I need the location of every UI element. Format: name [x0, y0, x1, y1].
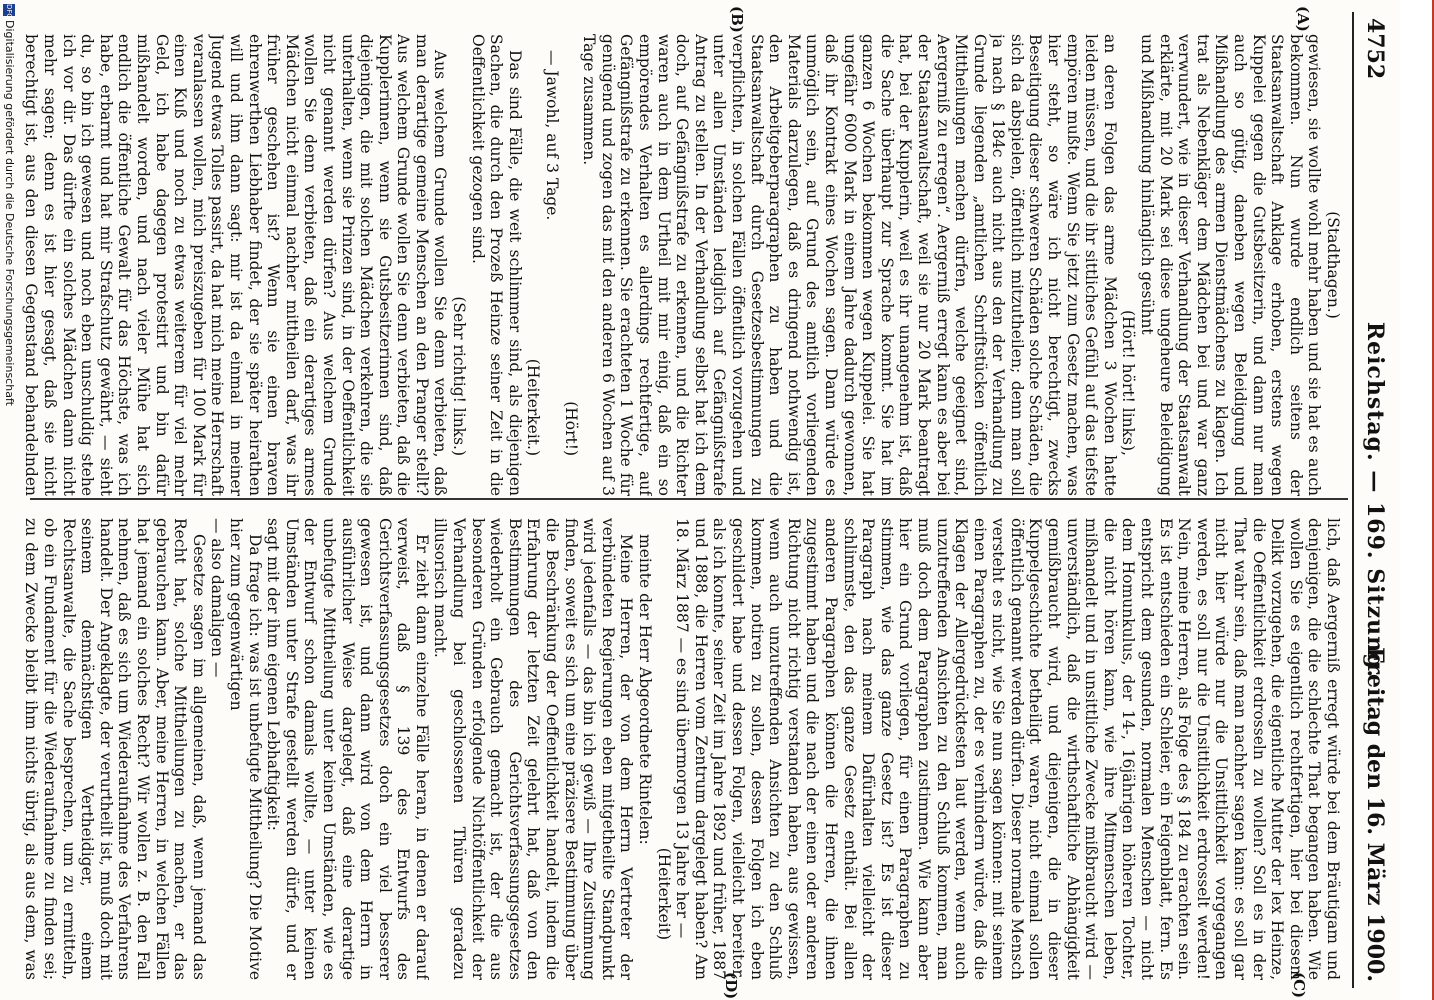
session-title: Reichstag. — 169. Sitzung.: [1362, 321, 1388, 679]
interjection: (Heiterkeit.): [524, 358, 543, 456]
speaker-name: (Stadthagen.): [1324, 211, 1342, 319]
paragraph: Er zieht dann einzelne Fälle heran, in denen er darauf verweist, daß § 139 des Entwurfs des Gerichtsverfassungsgesetzes doch ein viel besserer gewesen ist, und dann wird von dem Herrn in ausführlicher Weise dargelegt, daß eine derartige unbefugte Mittheilung unter keinen Umständen, wie es der Entwurf schon damals wollte, — unter keinen Umständen unter Strafe gestellt werden dürfe, und er sagt mit der ihm eigenen Lebhaftigkeit:: [264, 518, 431, 980]
left-column: [22, 34, 1342, 496]
margin-marker-a: (A): [1294, 6, 1312, 32]
quotation: Da frage ich: was ist unbefugte Mittheilung? Die Motive hier zum gegenwärtigen: [226, 518, 264, 980]
paragraph: — also damaligen —: [208, 518, 227, 678]
header-rule: [1352, 12, 1354, 988]
page-number: 4752: [1362, 18, 1388, 80]
interjection: (Hört!): [561, 401, 580, 456]
margin-marker-d: (D): [722, 972, 740, 1000]
interjection: (Hört! hört! links),: [1119, 309, 1138, 456]
paragraph: Aus welchem Grunde wollen Sie denn verbieten, daß man derartige gemeine Menschen an den Pranger stellt? Aus welchem Grunde wollen Sie denn verbieten, daß die Kupplerinnen, wenn sie Gutsbesitzerinnen sind, daß diejenigen, die mit solchen Mädchen verkehren, die sie unterhalten, wenn sie Prinzen sind, in der Oeffentlichkeit nicht genannt werden dürfen? Aus welchem Grunde wollen Sie denn verbieten, daß ein derartiges armes Mädchen nicht einmal nachher mittheilen darf, was ihr früher geschehen ist? Wenn sie einen braven ehrenwerthen Liebhaber findet, der sie später heirathen will und ihm dann sagt: mir ist da einmal in meiner Jugend etwas Tolles passirt, da hat mich meine Herrschaft veranlassen wollen, mich preiszugeben für 100 Mark für einen Kuß und noch zu etwas weiterem für viel mehr Geld, ich habe dagegen protestirt und bin dafür mißhandelt worden, und nach vieler Mühe hat sich endlich die öffentliche Gewalt für das Höchste, was ich habe, erbarmt und hat mir Strafschutz gewährt, — sieht du, so bin ich gewesen und noch eben unschuldig stehe ich vor dir. Das dürfte ein solches Mädchen dann nicht mehr sagen; denn es ist hier gesagt, daß sie nicht berechtigt ist, aus den diesen Gegenstand behandelnden: [22, 34, 450, 496]
paragraph: gewiesen, sie wollte wohl mehr haben und sie hat es auch bekommen. Nun wurde endlich seitens der Staatsanwaltschaft Anklage erhoben, erstens wegen Kuppelei gegen die Gutsbesitzerin, und dann nur man auch so gütig, daneben wegen Beleidigung und Mißhandlung des armen Dienstmädchens zu klagen. Ich trat als Nebenkläger dem Mädchen bei und war ganz verwundert, wie in dieser Verhandlung der Staatsanwalt erklärte, mit 20 Mark sei diese ungeheure Beleidigung und Mißhandlung hinlänglich gesühnt: [1138, 34, 1324, 496]
right-column: [22, 518, 1342, 980]
margin-marker-c: (C): [1290, 972, 1308, 999]
paragraph: meinte der Herr Abgeordnete Rintelen:: [636, 534, 655, 845]
dfg-logo-icon: DFG: [5, 4, 13, 19]
quotation: Meine Herren, der von dem Herrn Vertreter der verbündeten Regierungen eben mitgetheilte Standpunkt wird jedenfalls — das bin ich gewiß — Ihre Zustimmung finden, soweit es sich um eine präzisere Bestimmung über die Beschränkung der Oeffentlichkeit handelt, indem die Erfahrung der letzten Zeit gelehrt hat, daß von den Bestimmungen des Gerichtsverfassungsgesetzes wiederholt ein Gebrauch gemacht ist, der die aus besonderen Gründen erfolgende Nichtöffentlichkeit der Verhandlung bei geschlossenen Thüren geradezu illusorisch macht.: [431, 518, 636, 980]
session-date: Freitag den 16. März 1900.: [1362, 647, 1388, 982]
page-header: [1348, 0, 1388, 1000]
digitization-footer: [0, 0, 16, 1000]
column-divider: [30, 498, 1348, 500]
paragraph: lich, daß Aergerniß erregt würde bei dem Bräutigam und denjenigen, die die schlechte That begangen haben. Wie wollen Sie es eigentlich rechtfertigen, hier bei diesem Delikt vorzugehen, die eigentliche Mutter der lex Heinze, die Oeffentlichkeit erdrosseln zu wollen? Soll es in der That wahr sein, daß man nachher sagen kann: es soll gar nicht hier würde nur die Unsittlichkeit vorgegangen werden, es soll nur die Unsittlichkeit erdrosselt werden! Nein, meine Herren, als Folge des § 184 zu erachten sein. Es ist entschieden ein Schleier, ein Feigenblatt, fern. Es entspricht dem gesunden, normalen Menschen — nicht dem Homunkulus, der 14-, 16jährigen höheren Tochter, die nicht hören kann, wie ihre Mitmenschen leben, mißhandelt und in unsittliche Zwecke mißbraucht wird — unverständlich, daß die wirthschaftliche Abhängigkeit gemißbraucht wird, und diejenigen, die in dieser Kuppelgeschichte betheiligt waren, nicht einmal sollen öffentlich genannt werden dürfen. Dieser normale Mensch versteht es nicht, wie Sie nun sagen können: mit seinem einen Paragraphen zu, der es verhindern würde, daß die Klagen der Allergedrücktesten laut werden, wenn auch unzutreffenden Ansichten zu den Schluß kommen, man muß doch dem Paragraphen zustimmen. Wie kann aber hier ein Grund vorliegen, für einen Paragraphen zu stimmen, wie das ganze Gesetz ist? Es ist dieser Paragraph nach meinem Dafürhalten vielleicht der schlimmste, den das ganze Gesetz enthält. Bei allen anderen Paragraphen können die Herren, die ihnen zugestimmt haben und die nach der einen oder anderen Richtung nicht richtig verstanden haben, aus gewissen, wenn auch unzutreffenden Ansichten zu den Schluß kommen, notiren zu sollen, dessen Folgen ich eben geschildert habe und dessen Folgen, vielleicht bereiter, als ich konnte, seiner Zeit im Jahre 1892 und früher, 1887 und 1888, die Herren vom Zentrum dargelegt haben? Am 18. März 1887 — es sind übermorgen 13 Jahre her —: [673, 518, 1342, 980]
digitization-note: Digitalisierung gefördert durch die Deutsche Forschungsgemeinschaft: [3, 20, 16, 406]
interjection: (Sehr richtig! links.): [450, 296, 469, 456]
paragraph: — Jawohl, auf 3 Tage.: [543, 50, 562, 221]
interjection: (Heiterkeit): [654, 847, 673, 940]
paragraph: Das sind Fälle, die weit schlimmer sind, als diejenigen Sachen, die durch den Prozeß Heinze seiner Zeit in die Oeffentlichkeit gezogen sind.: [468, 34, 524, 496]
margin-marker-b: (B): [728, 6, 746, 33]
quotation: Gesetze sagen im allgemeinen, daß, wenn jemand das Recht hat, solche Mittheilungen zu machen, er das gebrauchen kann. Aber, meine Herren, in welchen Fällen hat jemand ein solches Recht? Wir wollen z. B. den Fall nehmen, daß es sich um Wiederaufnahme des Verfahrens handelt. Der Angeklagte, der verurtheilt ist, muß doch mit seinem demnächstigen Vertheidiger, einem Rechtsanwalte, die Sache besprechen, um zu ermitteln, ob ein Fundament für die Wiederaufnahme zu finden sei; zu dem Zwecke bleibt ihm nichts übrig, als aus dem, was: [22, 518, 208, 980]
paragraph: an deren Folgen das arme Mädchen 3 Wochen hatte leiden müssen, und die ihr sittliches Gefühl auf das tiefste empören mußte. Wenn Sie jetzt zum Gesetz machen, was hier steht, so wäre ich nicht berechtigt, zwecks Beseitigung dieser schweren Schäden solche Schäden, die sich da abspielen, öffentlich mitzutheilen; denn man soll ja nach § 184c auch nicht aus den der Verhandlung zu Grunde liegenden „amtlichen Schriftstücken öffentlich Mittheilungen machen dürfen, welche geeignet sind, Aergerniß zu erregen“. Aergerniß erregt kann es aber bei der Staatsanwaltschaft, weil sie nur 20 Mark beantragt hat, bei der Kupplerin, weil es ihr unangenehm ist, daß die Sache überhaupt zur Sprache kommt. Sie hat im ganzen 6 Wochen bekommen wegen Kuppelei. Sie hat ungefähr 6000 Mark in einem Jahre dadurch gewonnen, daß ihr Kontrakt eines Wochen sagen. Dann würde es unmöglich sein, auf Grund des amtlich vorliegenden Materials darzulegen, daß es dringend nothwendig ist, den Arbeitgeberparagraphen zu haben und die Staatsanwaltschaft durch Gesetzesbestimmungen zu verpflichten, in solchen Fällen öffentlich vorzugehen und unter allen Umständen lediglich auf Gefängnißstrafe Antrag zu stellen. In der Verhandlung selbst hat ich dem doch, auf Gefängnißstrafe zu erkennen, und die Richter waren auch in dem Urtheil mit mir einig, daß ein so empörendes Verhalten es allerdings rechtfertige, auf Gefängnißstrafe zu erkennen. Sie erachteten 1 Woche für genügend und zogen das mit den anderen 6 Wochen auf 3 Tage zusammen.: [580, 34, 1119, 496]
